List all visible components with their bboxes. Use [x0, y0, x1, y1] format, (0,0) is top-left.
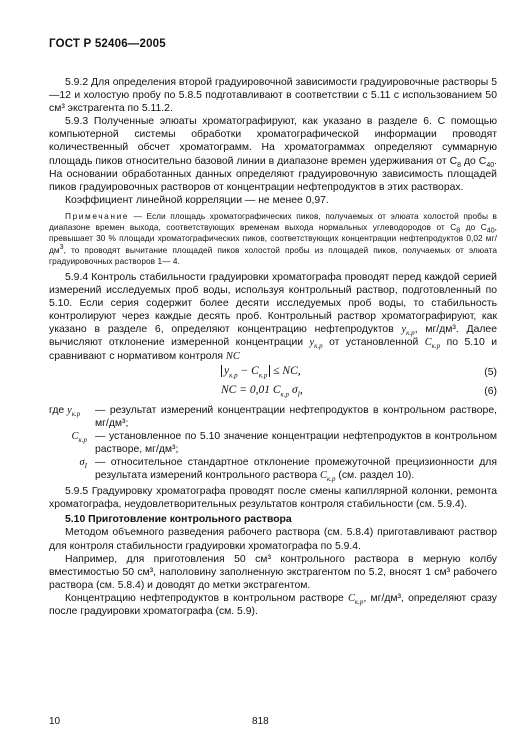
equation-5 [49, 363, 497, 382]
section-title-5-10: 5.10 Приготовление контрольного раствора [65, 514, 292, 526]
page-number: 10 [49, 716, 61, 727]
paragraph-5-9-4: 5.9.4 Контроль стабильности градуировки хроматографа проводят перед каждой серией измерений исследуемых проб воды, используя контрольный раствор, подготовленный по 5.10. Если серия содержит более десяти исследуемых проб воды, то стабильность контролируют через каждые десять проб. Контрольный раствор хроматографируют, как указано в разделе 6, определяют концентрацию нефтепродуктов $y_{к.р}$, мг/дм³. Далее вычисляют отклонение измеренной концентрации $y_{к.р}$ от установленной $C_{к.р}$ по 5.10 и сравнивают с нормативом контроля NC [49, 271, 497, 362]
paragraph-5-10-c: Концентрацию нефтепродуктов в контрольном растворе $C_{к.р}$, мг/дм³, определяют сразу после градуировки хроматографа (см. 5.9). [49, 592, 497, 618]
correlation-requirement: Коэффициент линейной корреляции — не менее 0,97. [65, 194, 329, 206]
paragraph-5-9-3: 5.9.3 Полученные элюаты хроматографируют, как указано в разделе 6. С помощью компьютерной системы обработки хроматографической информации проводят количественный обсчет хроматограмм. На хроматограммах определяют суммарную площадь пиков относительно базовой линии в диапазоне времен удерживания от $C_8$ до $C_{40}$. На основании обработанных данных определяют градуировочную зависимость площадей пиков градуировочных растворов от концентрации нефтепродуктов в этих растворах. [49, 116, 497, 193]
paragraph-5-10-b: Например, для приготовления 50 см³ контрольного раствора в мерную колбу вместимостью 50 см³, наполовину заполненную экстрагентом по 5.2, вносят 1 см³ рабочего раствора (см. 5.8.4) и доводят до метки экстрагентом. [49, 553, 497, 591]
symbol-definitions [49, 404, 497, 483]
document-body [49, 76, 497, 618]
definition-y: где $y_{к.р}$ — результат измерений концентрации нефтепродуктов в контрольном растворе, мг/дм³; [49, 404, 497, 429]
definition-c: $C_{к.р}$ — установленное по 5.10 значение концентрации нефтепродуктов в контрольном растворе, мг/дм³; [71, 430, 497, 455]
equation-6 [49, 382, 497, 401]
paragraph-5-10-a: Методом объемного разведения рабочего раствора (см. 5.8.4) приготавливают раствор для контроля стабильности градуировки хроматографа по 5.9.4. [49, 527, 497, 552]
document-header: ГОСТ Р 52406—2005 [49, 38, 166, 50]
paragraph-5-9-5: 5.9.5 Градуировку хроматографа проводят после смены капиллярной колонки, ремонта хроматографа, неудовлетворительных результатов контроля стабильности (см. 5.9.4). [49, 486, 497, 511]
sheet-number: 818 [252, 716, 269, 727]
note-label: Примечание [65, 210, 130, 221]
note: Примечание — Если площадь хроматографических пиков, получаемых от элюата холостой пробы в диапазоне времен выхода, соответствующих временам выхода нормальных углеводородов от $C_8$ до $C_{40}$, превышает 30 % площади хроматографических пиков, соответствующих концентрации нефтепродуктов 0,02 $мг/дм^3$, то проводят вычитание площадей пиков холостой пробы из площадей пиков, получаемых от элюата градуировочных растворов 1— 4. [49, 210, 497, 266]
equation-5-formula: $y_{к.р} - C_{к.р}$ ≤ NC, [221, 365, 301, 378]
equation-6-formula: NC = 0,01 $C_{к.р}$ $\sigma_I$, [221, 383, 303, 398]
equation-6-number: (6) [484, 385, 497, 397]
definition-sigma: $\sigma_I$ — относительное стандартное отклонение промежуточной прецизионности для результата измерений контрольного раствора $C_{к.р}$ (см. раздел 10). [79, 456, 497, 484]
paragraph-5-9-2: 5.9.2 Для определения второй градуировочной зависимости градуировочные растворы 5—12 и холостую пробу по 5.8.5 подготавливают в соответствии с 5.11 с использованием 50 см³ экстрагента по 5.11.2. [49, 77, 497, 115]
equation-5-number: (5) [484, 366, 497, 378]
